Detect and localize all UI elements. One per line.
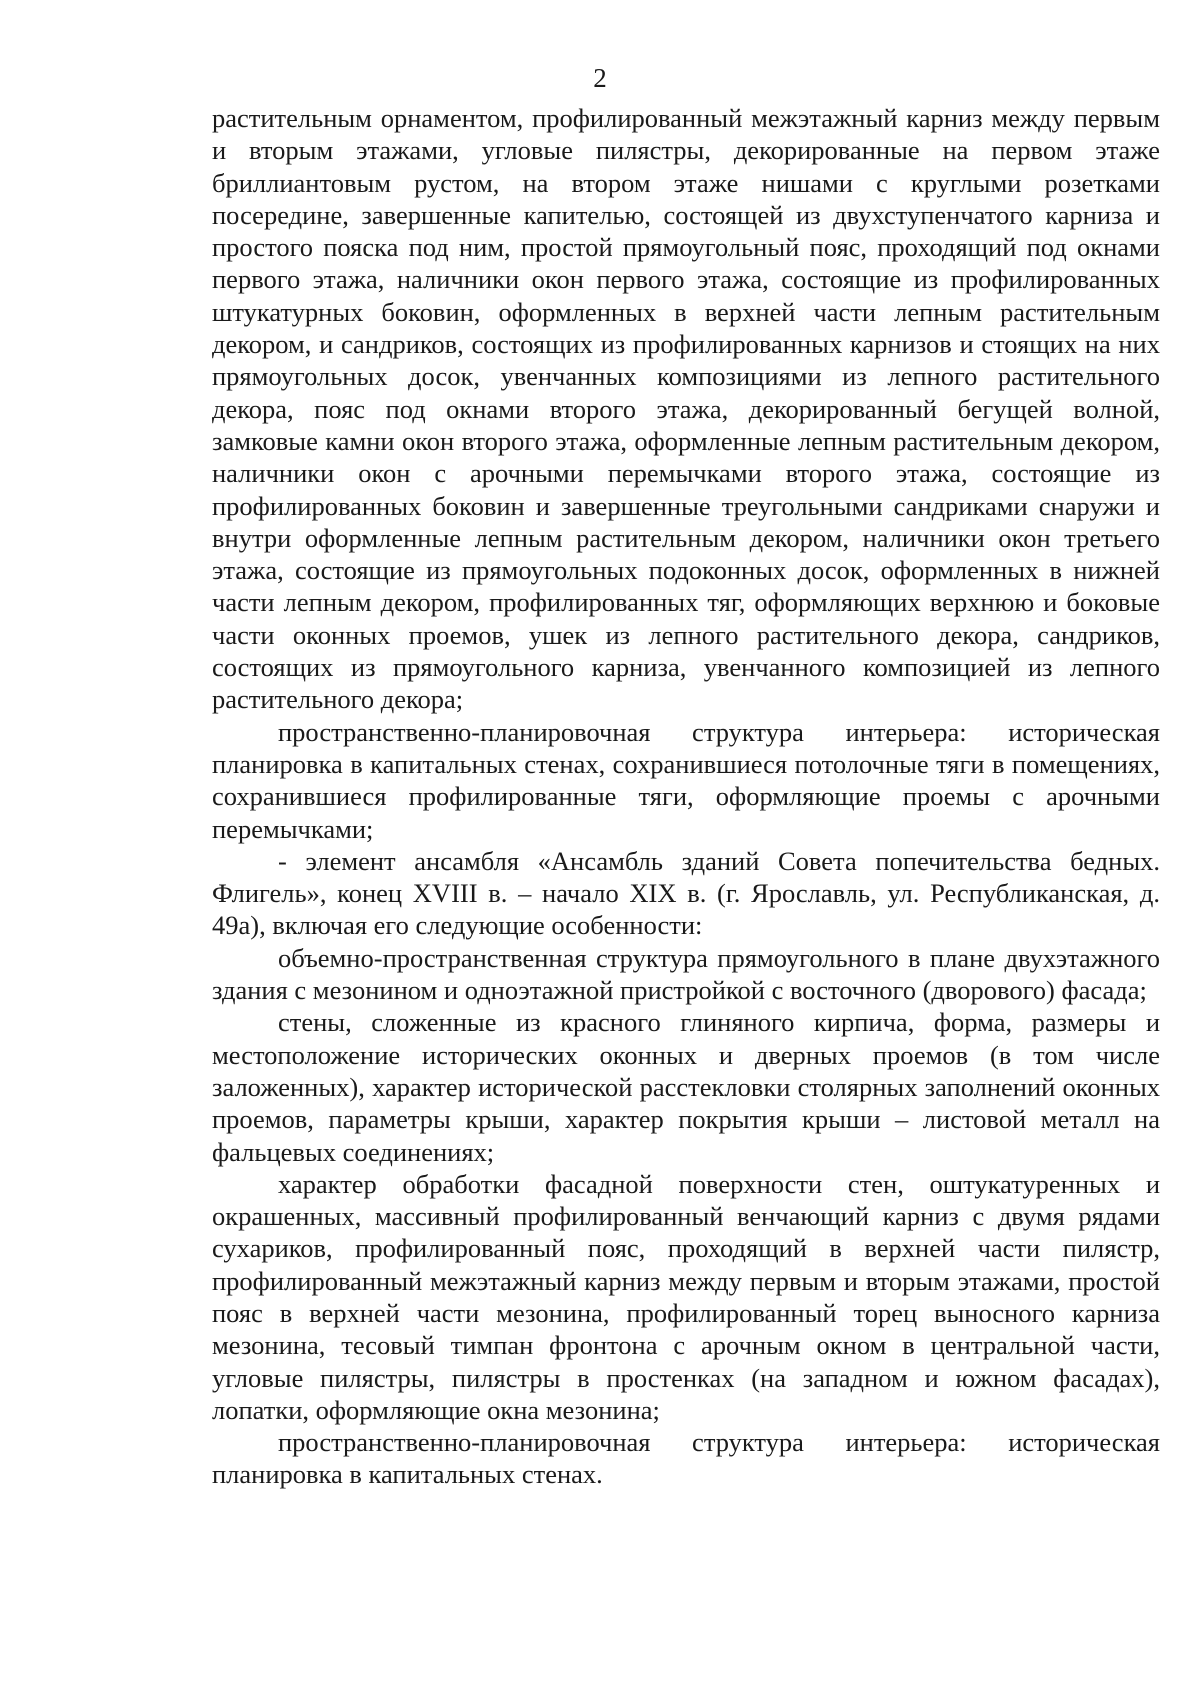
paragraph-interior-planning: пространственно-планировочная структура интерьера: историческая планировка в капитальных стенах. [212, 1427, 1160, 1490]
paragraph-ornament-description: растительным орнаментом, профилированный межэтажный карниз между первым и вторым этажами, угловые пилястры, декорированные на первом этаже бриллиантовым рустом, на втором этаже нишами с круглыми розетками посередине, завершенные капителью, состоящей из двухступенчатого карниза и простого пояска под ним, простой прямоугольный пояс, проходящий под окнами первого этажа, наличники окон первого этажа, состоящие из профилированных штукатурных боковин, оформленных в верхней части лепным растительным декором, и сандриков, состоящих из профилированных карнизов и стоящих на них прямоугольных досок, увенчанных композициями из лепного растительного декора, пояс под окнами второго этажа, декорированный бегущей волной, замковые камни окон второго этажа, оформленные лепным растительным декором, наличники окон с арочными перемычками второго этажа, состоящие из профилированных боковин и завершенные треугольными сандриками снаружи и внутри оформленные лепным растительным декором, наличники окон третьего этажа, состоящие из прямоугольных подоконных досок, оформленных в нижней части лепным декором, профилированных тяг, оформляющих верхнюю и боковые части оконных проемов, ушек из лепного растительного декора, сандриков, состоящих из прямоугольного карниза, увенчанного композицией из лепного растительного декора; [212, 103, 1160, 715]
document-body [212, 102, 1160, 1491]
paragraph-walls: стены, сложенные из красного глиняного кирпича, форма, размеры и местоположение исторических оконных и дверных проемов (в том числе заложенных), характер исторической расстекловки столярных заполнений оконных проемов, параметры крыши, характер покрытия крыши – листовой металл на фальцевых соединениях; [212, 1007, 1160, 1167]
paragraph-ensemble-element: - элемент ансамбля «Ансамбль зданий Совета попечительства бедных. Флигель», конец XVIII в. – начало XIX в. (г. Ярославль, ул. Республиканская, д. 49а), включая его следующие особенности: [212, 845, 1160, 941]
paragraph-interior-structure: пространственно-планировочная структура интерьера: историческая планировка в капитальных стенах, сохранившиеся потолочные тяги в помещениях, сохранившиеся профилированные тяги, оформляющие проемы с арочными перемычками; [212, 716, 1160, 844]
paragraph-volume-structure: объемно-пространственная структура прямоугольного в плане двухэтажного здания с мезонином и одноэтажной пристройкой с восточного (дворового) фасада; [212, 942, 1160, 1006]
page-number: 2 [593, 63, 607, 93]
paragraph-facade-treatment: характер обработки фасадной поверхности стен, оштукатуренных и окрашенных, массивный профилированный венчающий карниз с двумя рядами сухариков, профилированный пояс, проходящий в верхней части пилястр, профилированный межэтажный карниз между первым и вторым этажами, простой пояс в верхней части мезонина, профилированный торец выносного карниза мезонина, тесовый тимпан фронтона с арочным окном в центральной части, угловые пилястры, пилястры в простенках (на западном и южном фасадах), лопатки, оформляющие окна мезонина; [212, 1168, 1160, 1425]
